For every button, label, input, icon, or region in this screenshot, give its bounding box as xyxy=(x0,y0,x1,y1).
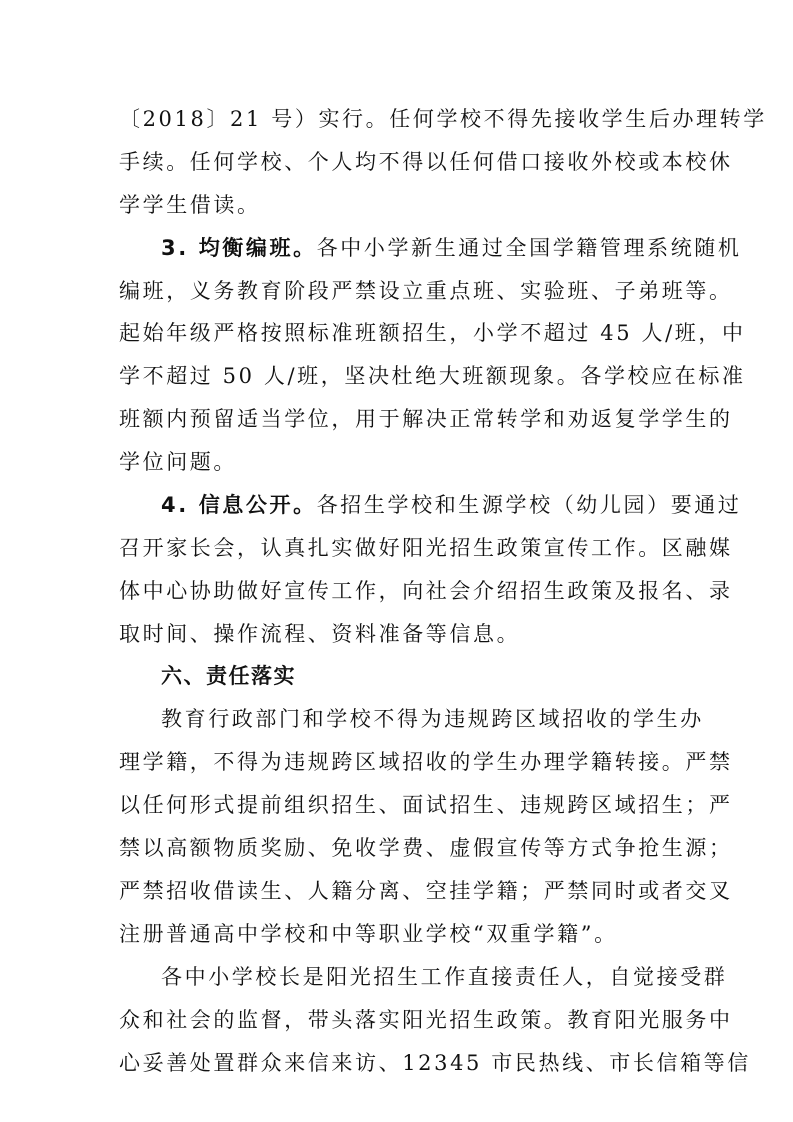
body-line: 严禁招收借读生、人籍分离、空挂学籍；严禁同时或者交叉 xyxy=(119,879,733,903)
body-line: 取时间、操作流程、资料准备等信息。 xyxy=(119,622,521,646)
body-line: 各中小学校长是阳光招生工作直接责任人，自觉接受群 xyxy=(161,965,728,989)
body-line: 理学籍，不得为违规跨区域招收的学生办理学籍转接。严禁 xyxy=(119,750,733,774)
item-4-title: 4. 信息公开。 xyxy=(161,493,317,517)
body-line: 体中心协助做好宣传工作，向社会介绍招生政策及报名、录 xyxy=(119,579,733,603)
item-3-paragraph-start xyxy=(161,228,742,268)
body-line: 召开家长会，认真扎实做好阳光招生政策宣传工作。区融媒 xyxy=(119,536,733,560)
item-3-text: 各中小学新生通过全国学籍管理系统随机 xyxy=(316,236,742,260)
body-line: 手续。任何学校、个人均不得以任何借口接收外校或本校休 xyxy=(119,150,733,174)
item-4-text: 各招生学校和生源学校（幼儿园）要通过 xyxy=(316,493,742,517)
item-4-paragraph-start xyxy=(161,485,742,525)
item-3-title: 3. 均衡编班。 xyxy=(161,236,317,260)
body-line: 起始年级严格按照标准班额招生，小学不超过 45 人/班，中 xyxy=(119,321,746,345)
body-line: 禁以高额物质奖励、免收学费、虚假宣传等方式争抢生源； xyxy=(119,836,733,860)
body-line: 学不超过 50 人/班，坚决杜绝大班额现象。各学校应在标准 xyxy=(119,364,746,388)
body-line: 学位问题。 xyxy=(119,450,237,474)
section-6-heading: 六、责任落实 xyxy=(161,664,296,688)
body-line: 注册普通高中学校和中等职业学校“双重学籍”。 xyxy=(119,922,618,946)
body-line: 学学生借读。 xyxy=(119,193,261,217)
body-line: 以任何形式提前组织招生、面试招生、违规跨区域招生；严 xyxy=(119,793,733,817)
body-line: 编班，义务教育阶段严禁设立重点班、实验班、子弟班等。 xyxy=(119,279,733,303)
body-line: 心妥善处置群众来信来访、12345 市民热线、市长信箱等信 xyxy=(119,1051,751,1075)
body-line: 〔2018〕21 号）实行。任何学校不得先接收学生后办理转学 xyxy=(119,107,767,131)
body-line: 教育行政部门和学校不得为违规跨区域招收的学生办 xyxy=(161,707,704,731)
body-line: 班额内预留适当学位，用于解决正常转学和劝返复学学生的 xyxy=(119,407,733,431)
body-line: 众和社会的监督，带头落实阳光招生政策。教育阳光服务中 xyxy=(119,1008,733,1032)
